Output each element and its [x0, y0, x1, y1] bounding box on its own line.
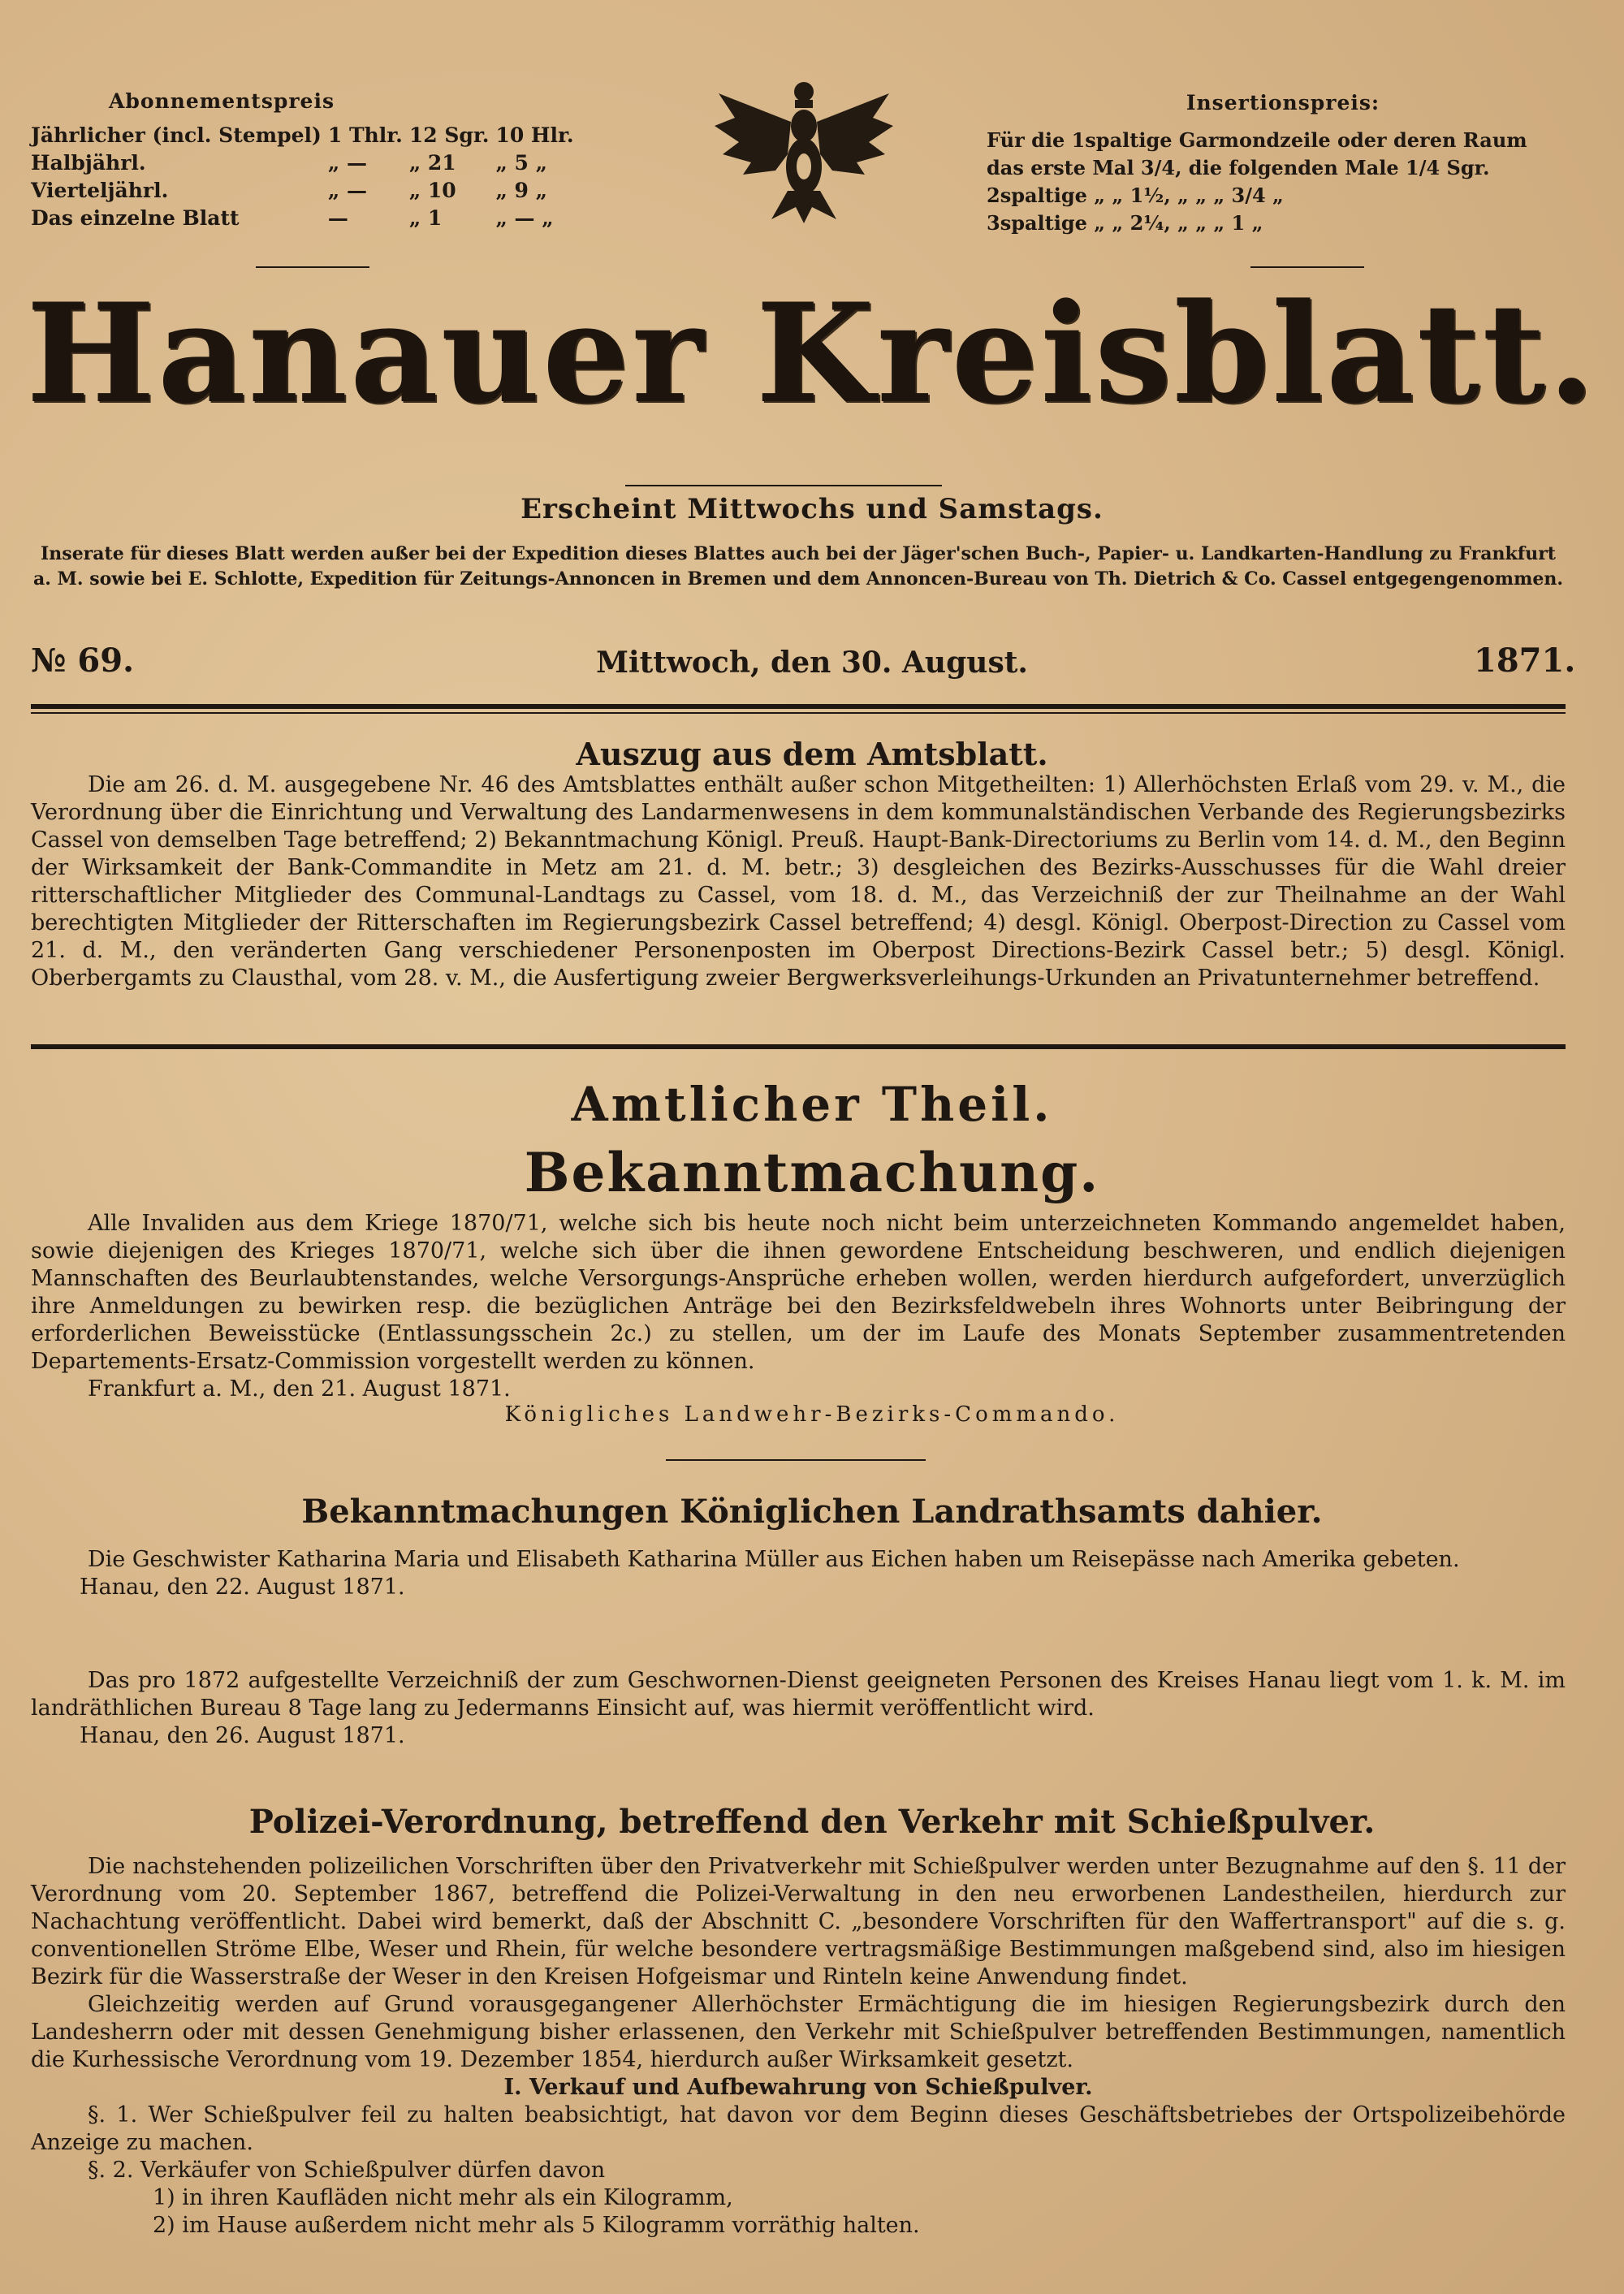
- police-s1: §. 1. Wer Schießpulver feil zu halten beabsichtigt, hat davon vor dem Beginn dieses Geschäftsbetriebes der Ortspolizeibehörde Anzeige zu machen.: [31, 2102, 1566, 2155]
- subscription-cell: 1 Thlr.: [327, 123, 403, 147]
- insertion-lines: [987, 127, 1579, 237]
- landrath-item1-text: Die Geschwister Katharina Maria und Elisabeth Katharina Müller aus Eichen haben um Reisepässe nach Amerika gebeten.: [88, 1547, 1460, 1572]
- subscription-cell: Halbjährl.: [31, 150, 146, 175]
- subscription-cell: 12 Sgr.: [408, 123, 490, 147]
- subscription-cell: Jährlicher (incl. Stempel): [31, 123, 322, 147]
- insertion-line: Für die 1spaltige Garmondzeile oder deren Raum: [987, 128, 1527, 152]
- subscription-cell: „ 10: [408, 178, 456, 202]
- subscription-cell: „ 9 „: [495, 178, 547, 202]
- landrath-item2-date: Hanau, den 26. August 1871.: [80, 1723, 405, 1748]
- police-title: Polizei-Verordnung, betreffend den Verkehr mit Schießpulver.: [248, 1803, 1376, 1841]
- notice-place-date: Frankfurt a. M., den 21. August 1871.: [88, 1376, 511, 1402]
- insertion-line: 3spaltige „ „ 2¼, „ „ „ 1 „: [987, 211, 1263, 235]
- subscription-cell: „ —: [327, 178, 367, 202]
- prussian-eagle-icon: [710, 77, 897, 227]
- subscription-cell: „ —: [327, 150, 367, 175]
- insertion-price-block: [987, 89, 1579, 237]
- subscription-row: [31, 204, 581, 231]
- advertising-notice: Inserate für dieses Blatt werden außer bei der Expedition dieses Blattes auch bei der Jäger'schen Buch-, Papier- u. Landkarten-Handlung zu Frankfurt a. M. sowie bei E. Schlotte, Expedition für Zeitungs-Annoncen in Bremen und dem Annoncen-Bureau von Th. Dietrich & Co. Cassel entgegengenommen.: [32, 543, 1564, 590]
- police-s2b: 2) im Hause außerdem nicht mehr als 5 Kilogramm vorräthig halten.: [153, 2213, 920, 2238]
- subscription-cell: „ 21: [408, 150, 456, 175]
- notice-body: [31, 1210, 1566, 1403]
- subscription-cell: Vierteljährl.: [31, 178, 169, 202]
- subscription-title: Abonnementspreis: [108, 89, 335, 113]
- subscription-cell: Das einzelne Blatt: [31, 205, 240, 230]
- subscription-price-block: [31, 89, 574, 231]
- landrath-item2-text: Das pro 1872 aufgestellte Verzeichniß der zum Geschwornen-Dienst geeigneten Personen des Kreises Hanau liegt vom 1. k. M. im landräthlichen Bureau 8 Tage lang zu Jedermanns Einsicht auf, was hiermit veröffentlicht wird.: [31, 1668, 1566, 1721]
- insertion-line: 2spaltige „ „ 1½, „ „ „ 3/4 „: [987, 184, 1284, 207]
- subscription-row: [31, 149, 581, 176]
- notice-text: Alle Invaliden aus dem Kriege 1870/71, welche sich bis heute noch nicht beim unterzeichneten Kommando angemeldet haben, sowie diejenigen des Krieges 1870/71, welche sich über die ihnen gewordene Entscheidung beschweren, und endlich diejenigen Mannschaften des Beurlaubtenstandes, welche Versorgungs-Ansprüche erheben wollen, werden hierdurch aufgefordert, unverzüglich ihre Anmeldungen zu bewirken resp. die bezüglichen Anträge bei den Bezirksfeldwebeln ihres Wohnorts unter Beibringung der erforderlichen Beweisstücke (Entlassungsschein 2c.) zu stellen, um der im Laufe des Monats September zusammentretenden Departements-Ersatz-Commission vorgestellt werden zu können.: [31, 1211, 1566, 1374]
- police-body: [31, 1853, 1566, 2240]
- excerpt-body: [31, 771, 1566, 992]
- police-p2: Gleichzeitig werden auf Grund vorausgegangener Allerhöchster Ermächtigung die im hiesigen Regierungsbezirk durch den Landesherrn oder mit dessen Genehmigung bisher erlassenen, den Verkehr mit Schießpulver betreffenden Bestimmungen, namentlich die Kurhessische Verordnung vom 19. Dezember 1854, hierdurch außer Wirksamkeit gesetzt.: [31, 1992, 1566, 2072]
- issue-year: 1871.: [1474, 642, 1576, 680]
- excerpt-text: Die am 26. d. M. ausgegebene Nr. 46 des Amtsblattes enthält außer schon Mitgetheilten: 1) Allerhöchsten Erlaß vom 29. v. M., die Verordnung über die Einrichtung und Verwaltung des Landarmenwesens in dem kommunalständischen Verbande des Regierungsbezirks Cassel von demselben Tage betreffend; 2) Bekanntmachung Königl. Preuß. Haupt-Bank-Directoriums zu Berlin vom 14. d. M., den Beginn der Wirksamkeit der Bank-Commandite in Metz am 21. d. M. betr.; 3) desgleichen des Bezirks-Ausschusses für die Wahl dreier ritterschaftlicher Mitglieder des Communal-Landtags zu Cassel, vom 18. d. M., das Verzeichniß der zur Theilnahme an der Wahl berechtigten Mitglieder der Ritterschaften im Regierungsbezirk Cassel betreffend; 4) desgl. Königl. Oberpost-Direction zu Cassel vom 21. d. M., den veränderten Gang verschiedener Personenposten im Oberpost Directions-Bezirk Cassel betr.; 5) desgl. Königl. Oberbergamts zu Clausthal, vom 28. v. M., die Ausfertigung zweier Bergwerksverleihungs-Urkunden an Privatunternehmer betreffend.: [31, 772, 1566, 991]
- police-s2a: 1) in ihren Kaufläden nicht mehr als ein Kilogramm,: [153, 2185, 733, 2210]
- landrath-item2: [31, 1667, 1566, 1750]
- police-p1: Die nachstehenden polizeilichen Vorschriften über den Privatverkehr mit Schießpulver werden unter Bezugnahme auf den §. 11 der Verordnung vom 20. September 1867, betreffend die Polizei-Verwaltung in den neu erworbenen Landestheilen, hierdurch zur Nachachtung veröffentlicht. Dabei wird bemerkt, daß der Abschnitt C. „besondere Vorschriften für den Waffertransport" auf die s. g. conventionellen Ströme Elbe, Weser und Rhein, für welche besondere vertragsmäßige Bestimmungen maßgebend sind, also im hiesigen Bezirk für die Wasserstraße der Weser in den Kreisen Hofgeismar und Rinteln keine Anwendung findet.: [31, 1854, 1566, 1989]
- appearance-line: Erscheint Mittwochs und Samstags.: [520, 493, 1104, 525]
- subscription-cell: „ 5 „: [495, 150, 547, 175]
- issue-date: Mittwoch, den 30. August.: [596, 646, 1028, 680]
- police-s2: §. 2. Verkäufer von Schießpulver dürfen davon: [88, 2158, 606, 2183]
- subscription-cell: „ — „: [495, 205, 554, 230]
- police-subheading: I. Verkauf und Aufbewahrung von Schießpulver.: [503, 2075, 1093, 2100]
- insertion-title: Insertionspreis:: [1186, 91, 1380, 114]
- notice-title: Bekanntmachung.: [524, 1141, 1100, 1204]
- subscription-table: [31, 121, 581, 231]
- landrath-item1-date: Hanau, den 22. August 1871.: [80, 1575, 405, 1600]
- subscription-row: [31, 176, 581, 204]
- subscription-cell: 10 Hlr.: [495, 123, 574, 147]
- insertion-line: das erste Mal 3/4, die folgenden Male 1/4 Sgr.: [987, 156, 1490, 179]
- subscription-cell: —: [327, 205, 348, 230]
- issue-number: № 69.: [31, 642, 134, 680]
- masthead-title: Hanauer Kreisblatt.: [26, 273, 1598, 434]
- notice-signature: Königliches Landwehr-Bezirks-Commando.: [504, 1402, 1120, 1427]
- landrath-item1: [31, 1546, 1566, 1601]
- subscription-row: [31, 121, 581, 149]
- section-title: Amtlicher Theil.: [571, 1077, 1053, 1132]
- landrath-title: Bekanntmachungen Königlichen Landrathsamts dahier.: [301, 1493, 1323, 1531]
- subscription-cell: „ 1: [408, 205, 443, 230]
- excerpt-title: Auszug aus dem Amtsblatt.: [576, 736, 1048, 772]
